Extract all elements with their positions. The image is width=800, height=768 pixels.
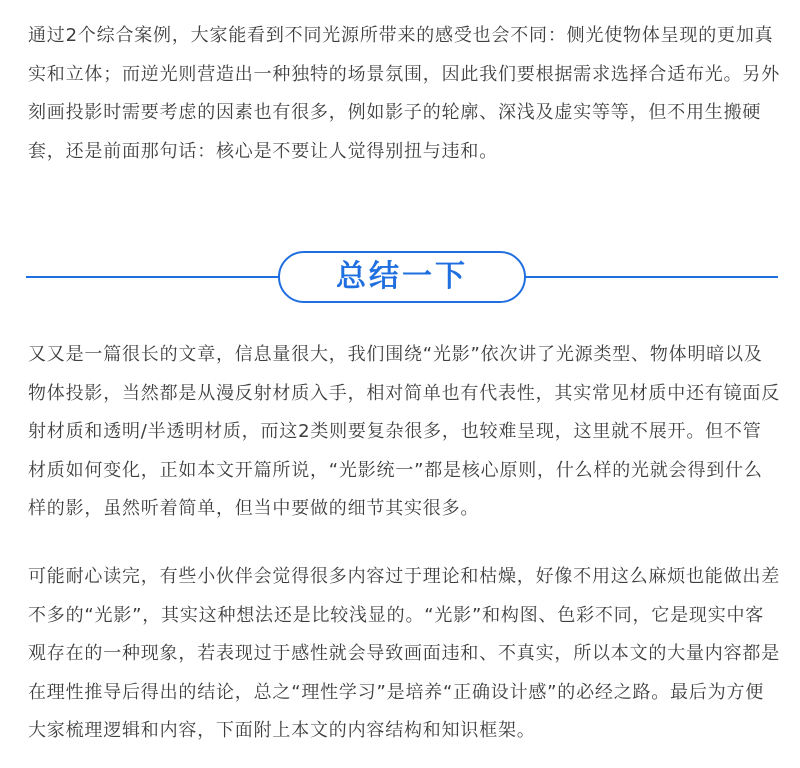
divider-line-right [526, 276, 778, 278]
divider-line-left [26, 276, 278, 278]
section-title-pill [278, 251, 526, 303]
summary-paragraph: 又又是一篇很长的文章，信息量很大，我们围绕“光影”依次讲了光源类型、物体明暗以及物体投影，当然都是从漫反射材质入手，相对简单也有代表性，其实常见材质中还有镜面反射材质和透明/半透明材质，而这2类则要复杂很多，也较难呈现，这里就不展开。但不管材质如何变化，正如本文开篇所说，“光影统一”都是核心原则，什么样的光就会得到什么样的影，虽然听着简单，但当中要做的细节其实很多。 [28, 344, 780, 519]
intro-paragraph: 通过2个综合案例，大家能看到不同光源所带来的感受也会不同：侧光使物体呈现的更加真实和立体；而逆光则营造出一种独特的场景氛围，因此我们要根据需求选择合适布光。另外刻画投影时需要考虑的因素也有很多，例如影子的轮廓、深浅及虚实等等，但不用生搬硬套，还是前面那句话：核心是不要让人觉得别扭与违和。 [28, 25, 780, 162]
summary-paragraph: 可能耐心读完，有些小伙伴会觉得很多内容过于理论和枯燥，好像不用这么麻烦也能做出差不多的“光影”，其实这种想法还是比较浅显的。“光影”和构图、色彩不同，它是现实中客观存在的一种现象，若表现过于感性就会导致画面违和、不真实，所以本文的大量内容都是在理性推导后得出的结论，总之“理性学习”是培养“正确设计感”的必经之路。最后为方便大家梳理逻辑和内容，下面附上本文的内容结构和知识框架。 [28, 566, 780, 741]
section-divider [26, 251, 778, 303]
section-title: 总结一下 [336, 259, 468, 294]
